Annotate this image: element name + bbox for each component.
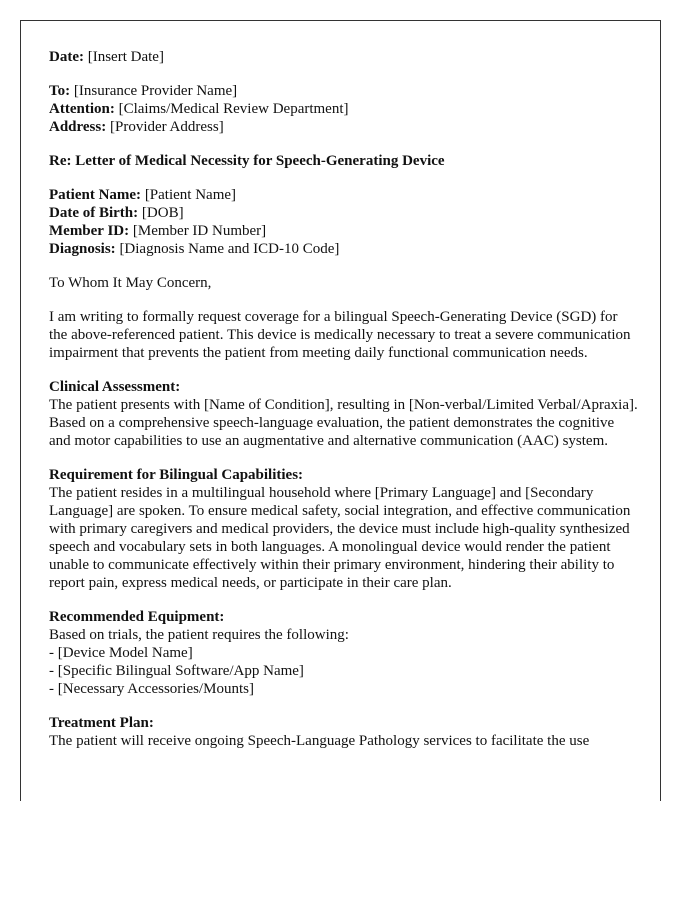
section-treatment-plan — [49, 714, 639, 750]
dob-label: Date of Birth: — [49, 205, 139, 221]
section-body: The patient presents with [Name of Condition], resulting in [Non-verbal/Limited Verbal/Apraxia]. Based on a comprehensive speech-language evaluation, the patient demonstrates the cognitive and motor capabilities to use an augmentative and alternative communication (AAC) system. — [49, 397, 638, 449]
equipment-item: - [Necessary Accessories/Mounts] — [49, 681, 254, 697]
to-value: [Insurance Provider Name] — [73, 83, 238, 99]
section-heading: Clinical Assessment: — [49, 379, 181, 395]
section-body: The patient will receive ongoing Speech-Language Pathology services to facilitate the use — [49, 733, 590, 749]
salutation: To Whom It May Concern, — [49, 275, 212, 291]
section-recommended-equipment — [49, 608, 639, 698]
date-value: [Insert Date] — [87, 49, 164, 65]
section-heading: Requirement for Bilingual Capabilities: — [49, 467, 304, 483]
address-value: [Provider Address] — [109, 119, 224, 135]
intro-paragraph: I am writing to formally request coverage for a bilingual Speech-Generating Device (SGD) for the above-referenced patient. This device is medically necessary to treat a severe communication impairment that prevents the patient from meeting daily functional communication needs. — [49, 309, 631, 361]
subject-line — [49, 152, 639, 170]
to-line — [49, 82, 639, 100]
attention-value: [Claims/Medical Review Department] — [118, 101, 349, 117]
to-label: To: — [49, 83, 71, 99]
dob-line — [49, 204, 639, 222]
address-label: Address: — [49, 119, 107, 135]
recipient-block — [49, 82, 639, 136]
section-heading: Treatment Plan: — [49, 715, 154, 731]
attention-label: Attention: — [49, 101, 115, 117]
patient-name-line — [49, 186, 639, 204]
member-id-label: Member ID: — [49, 223, 130, 239]
letter-content — [49, 48, 639, 766]
equipment-item: - [Device Model Name] — [49, 645, 193, 661]
section-heading: Recommended Equipment: — [49, 609, 225, 625]
section-bilingual-requirement — [49, 466, 639, 592]
member-id-line — [49, 222, 639, 240]
subject-text: Re: Letter of Medical Necessity for Speech-Generating Device — [49, 153, 445, 169]
patient-name-value: [Patient Name] — [144, 187, 237, 203]
patient-name-label: Patient Name: — [49, 187, 142, 203]
section-body: The patient resides in a multilingual household where [Primary Language] and [Secondary Language] are spoken. To ensure medical safety, social integration, and effective communication with primary caregivers and medical providers, the device must include high-quality synthesized speech and vocabulary sets in both languages. A monolingual device would render the patient unable to communicate effectively within their primary environment, hindering their ability to report pain, express medical needs, or participate in their care plan. — [49, 485, 631, 591]
section-body: Based on trials, the patient requires the following: — [49, 627, 349, 643]
diagnosis-value: [Diagnosis Name and ICD-10 Code] — [119, 241, 340, 257]
attention-line — [49, 100, 639, 118]
letter-page — [20, 20, 661, 801]
equipment-item: - [Specific Bilingual Software/App Name] — [49, 663, 304, 679]
diagnosis-line — [49, 240, 639, 258]
section-clinical-assessment — [49, 378, 639, 450]
member-id-value: [Member ID Number] — [132, 223, 267, 239]
diagnosis-label: Diagnosis: — [49, 241, 116, 257]
address-line — [49, 118, 639, 136]
patient-info-block — [49, 186, 639, 258]
date-label: Date: — [49, 49, 84, 65]
dob-value: [DOB] — [141, 205, 184, 221]
date-line — [49, 48, 639, 66]
